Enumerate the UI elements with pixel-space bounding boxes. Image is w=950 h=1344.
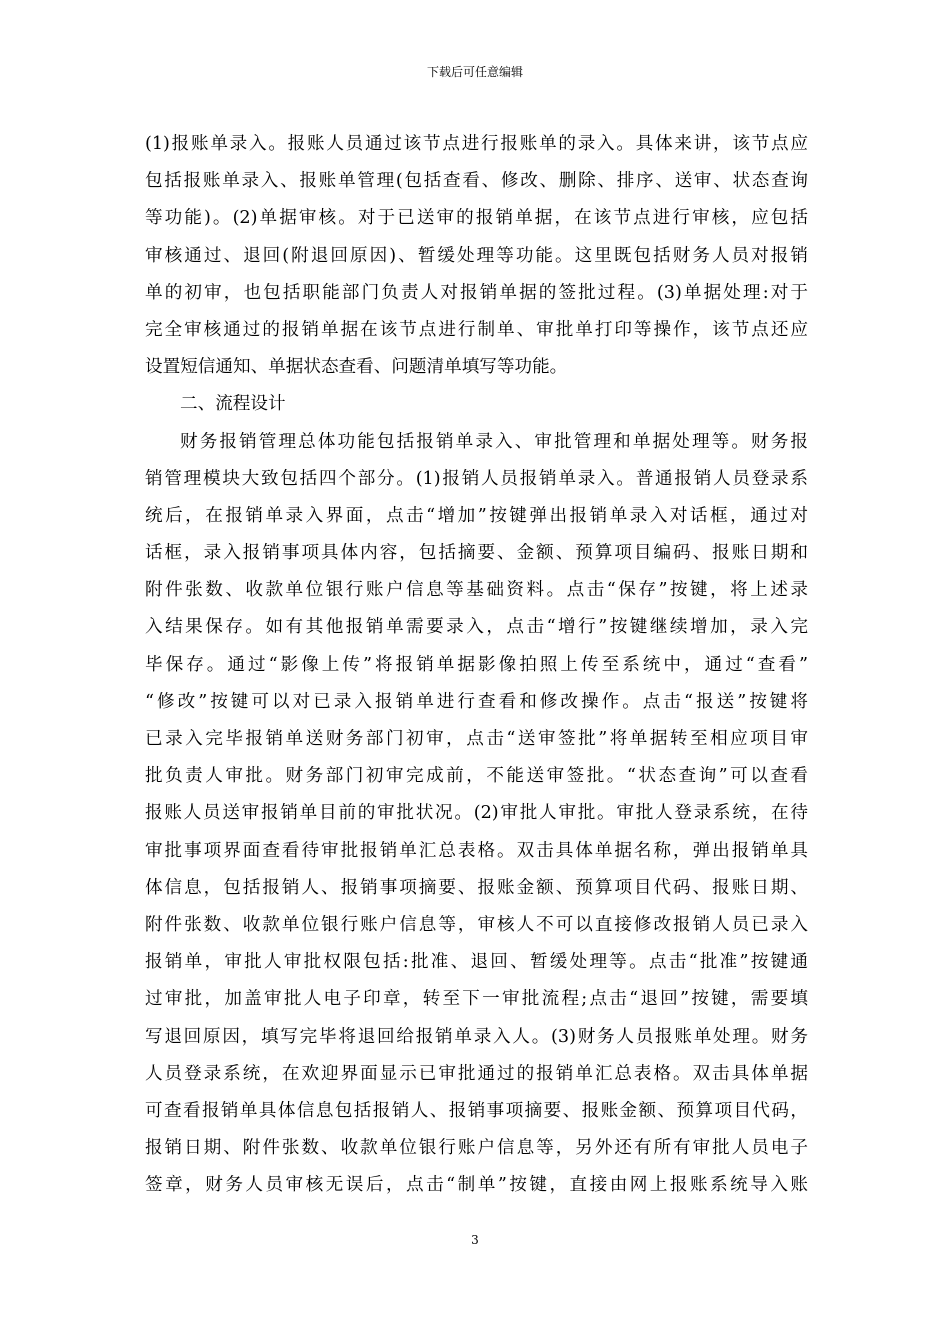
body-line: “修改”按键可以对已录入报销单进行查看和修改操作。点击“报送”按键将 (145, 691, 808, 712)
body-line: 附件张数、收款单位银行账户信息等，审核人不可以直接修改报销人员已录入 (145, 914, 808, 935)
body-line: 报销日期、附件张数、收款单位银行账户信息等，另外还有所有审批人员电子 (145, 1138, 808, 1159)
body-line: 审核通过、退回(附退回原因)、暂缓处理等功能。这里既包括财务人员对报销 (145, 245, 808, 266)
body-line: 审批事项界面查看待审批报销单汇总表格。双击具体单据名称，弹出报销单具 (145, 840, 808, 861)
body-line: 写退回原因，填写完毕将退回给报销单录入人。(3)财务人员报账单处理。财务 (145, 1026, 808, 1047)
body-line: 人员登录系统，在欢迎界面显示已审批通过的报销单汇总表格。双击具体单据 (145, 1063, 808, 1084)
body-line: 单的初审，也包括职能部门负责人对报销单据的签批过程。(3)单据处理:对于 (145, 282, 808, 303)
page-header: 下载后可任意编辑 (426, 65, 523, 79)
body-line: 设置短信通知、单据状态查看、问题清单填写等功能。 (145, 357, 568, 378)
section-heading: 二、流程设计 (180, 394, 286, 415)
page-number: 3 (471, 1233, 479, 1247)
body-line: 体信息，包括报销人、报销事项摘要、报账金额、预算项目代码、报账日期、 (145, 877, 808, 898)
body-line: 报销单，审批人审批权限包括:批准、退回、暂缓处理等。点击“批准”按键通 (145, 952, 808, 973)
body-line: 已录入完毕报销单送财务部门初审，点击“送审签批”将单据转至相应项目审 (145, 729, 808, 749)
body-line: 包括报账单录入、报账单管理(包括查看、修改、删除、排序、送审、状态查询 (145, 171, 808, 192)
body-line: (1)报账单录入。报账人员通过该节点进行报账单的录入。具体来讲，该节点应 (145, 134, 808, 154)
body-line: 等功能)。(2)单据审核。对于已送审的报销单据，在该节点进行审核，应包括 (145, 208, 808, 229)
body-line: 话框，录入报销事项具体内容，包括摘要、金额、预算项目编码、报账日期和 (145, 543, 808, 564)
body-line: 财务报销管理总体功能包括报销单录入、审批管理和单据处理等。财务报 (180, 431, 808, 452)
body-line: 销管理模块大致包括四个部分。(1)报销人员报销单录入。普通报销人员登录系 (145, 468, 808, 489)
body-line: 可查看报销单具体信息包括报销人、报销事项摘要、报账金额、预算项目代码， (145, 1100, 808, 1121)
body-line: 报账人员送审报销单目前的审批状况。(2)审批人审批。审批人登录系统，在待 (145, 803, 808, 824)
body-line: 批负责人审批。财务部门初审完成前，不能送审签批。“状态查询”可以查看 (145, 766, 808, 787)
body-line: 过审批，加盖审批人电子印章，转至下一审批流程;点击“退回”按键，需要填 (145, 989, 808, 1010)
body-line: 签章，财务人员审核无误后，点击“制单”按键，直接由网上报账系统导入账 (145, 1175, 808, 1196)
body-line: 完全审核通过的报销单据在该节点进行制单、审批单打印等操作，该节点还应 (145, 319, 808, 340)
body-line: 附件张数、收款单位银行账户信息等基础资料。点击“保存”按键，将上述录 (145, 580, 808, 601)
body-text (145, 126, 808, 1204)
body-line: 统后，在报销单录入界面，点击“增加”按键弹出报销单录入对话框，通过对 (145, 505, 808, 526)
body-line: 毕保存。通过“影像上传”将报销单据影像拍照上传至系统中，通过“查看” (145, 654, 808, 675)
body-line: 入结果保存。如有其他报销单需要录入，点击“增行”按键继续增加，录入完 (145, 617, 808, 638)
